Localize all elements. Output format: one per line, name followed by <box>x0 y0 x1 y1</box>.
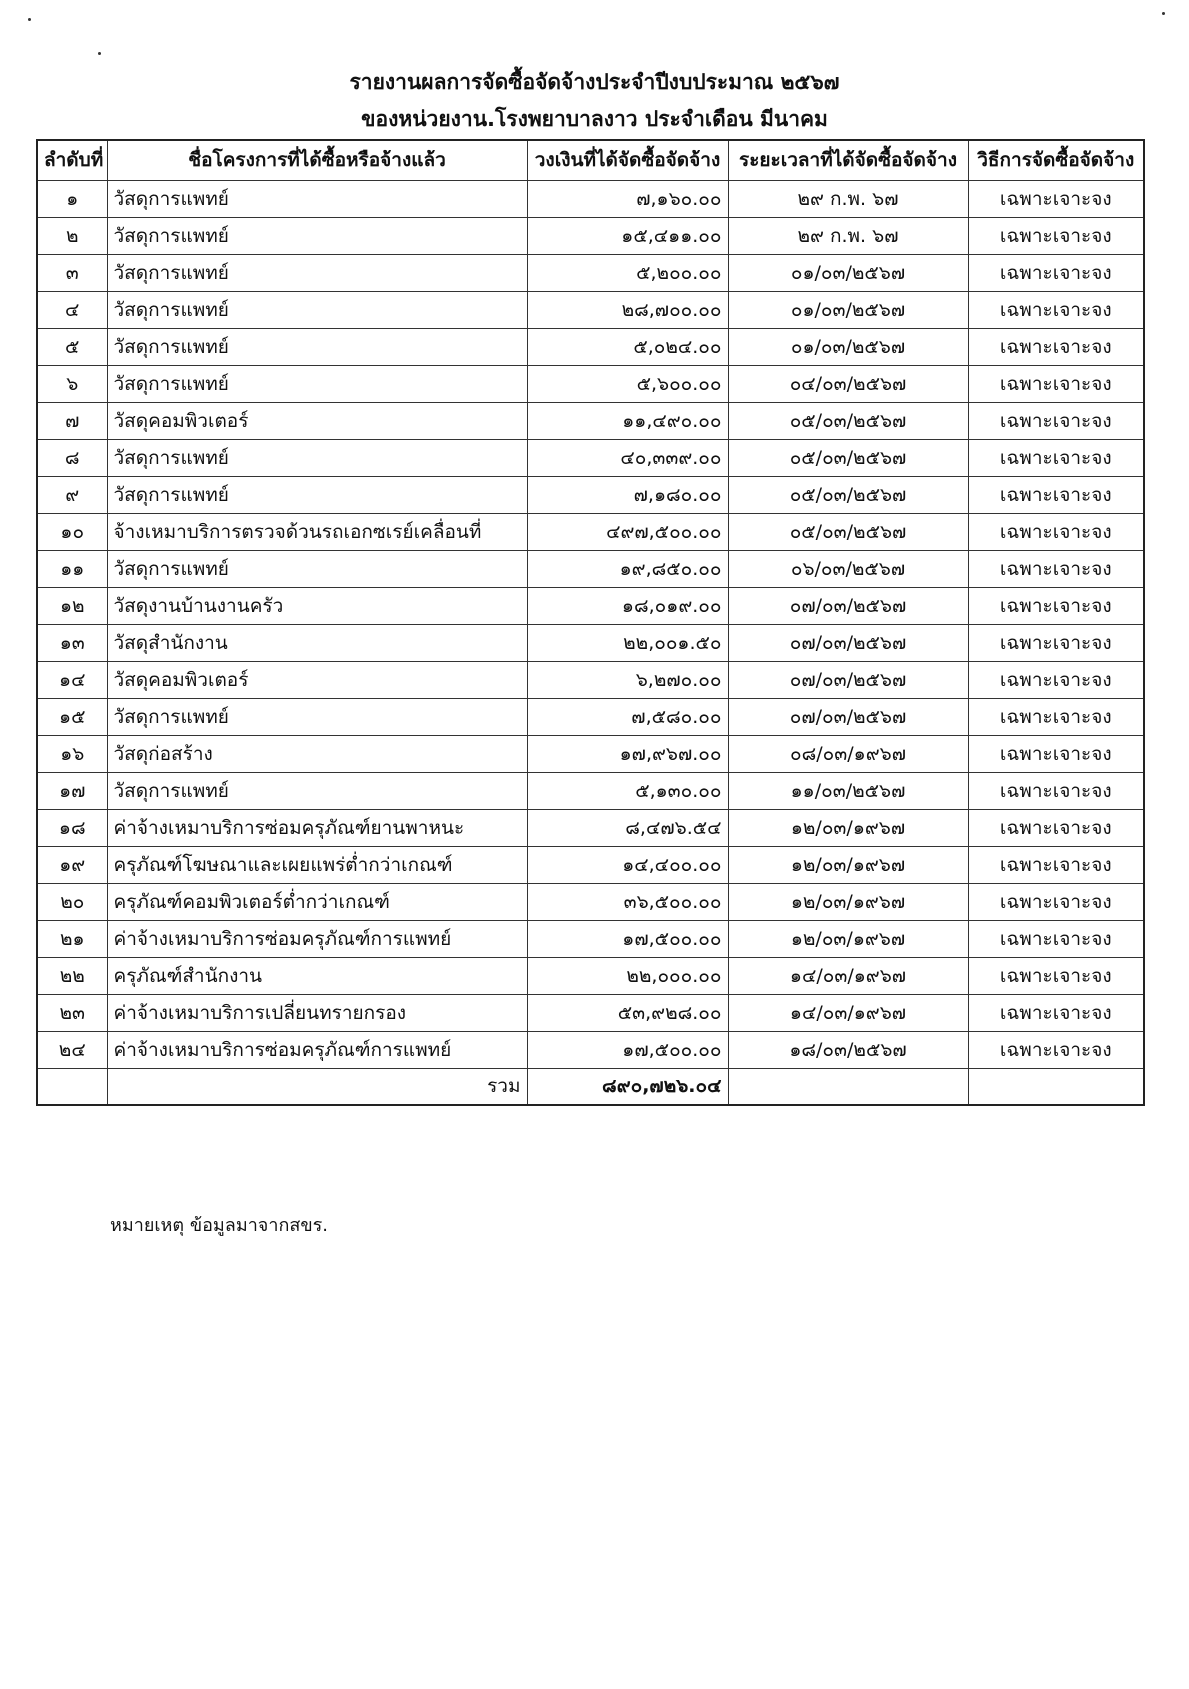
procurement-method: เฉพาะเจาะจง <box>968 772 1144 809</box>
procurement-method: เฉพาะเจาะจง <box>968 846 1144 883</box>
project-name: ครุภัณฑ์คอมพิวเตอร์ต่ำกว่าเกณฑ์ <box>107 883 527 920</box>
project-name: วัสดุการแพทย์ <box>107 550 527 587</box>
procurement-date: ๐๗/๐๓/๒๕๖๗ <box>728 661 968 698</box>
procurement-date: ๒๙ ก.พ. ๖๗ <box>728 180 968 217</box>
procurement-method: เฉพาะเจาะจง <box>968 1031 1144 1068</box>
row-number: ๑๖ <box>37 735 107 772</box>
budget-amount: ๒๒,๐๐๐.๐๐ <box>527 957 728 994</box>
row-number: ๒๐ <box>37 883 107 920</box>
table-row <box>37 439 1144 476</box>
budget-amount: ๕,๖๐๐.๐๐ <box>527 365 728 402</box>
project-name: วัสดุการแพทย์ <box>107 365 527 402</box>
row-number: ๒๑ <box>37 920 107 957</box>
procurement-table <box>36 139 1145 1106</box>
procurement-date: ๐๑/๐๓/๒๕๖๗ <box>728 291 968 328</box>
table-row <box>37 1031 1144 1068</box>
procurement-date: ๑๔/๐๓/๑๙๖๗ <box>728 957 968 994</box>
procurement-date: ๑๒/๐๓/๑๙๖๗ <box>728 883 968 920</box>
procurement-method: เฉพาะเจาะจง <box>968 661 1144 698</box>
table-row <box>37 772 1144 809</box>
procurement-date: ๑๔/๐๓/๑๙๖๗ <box>728 994 968 1031</box>
procurement-date: ๐๔/๐๓/๒๕๖๗ <box>728 365 968 402</box>
procurement-method: เฉพาะเจาะจง <box>968 513 1144 550</box>
col-header-name: ชื่อโครงการที่ได้ซื้อหรือจ้างแล้ว <box>107 140 527 180</box>
table-row <box>37 809 1144 846</box>
table-row <box>37 587 1144 624</box>
procurement-method: เฉพาะเจาะจง <box>968 217 1144 254</box>
procurement-date: ๐๕/๐๓/๒๕๖๗ <box>728 513 968 550</box>
budget-amount: ๒๒,๐๐๑.๕๐ <box>527 624 728 661</box>
table-row <box>37 661 1144 698</box>
procurement-date: ๐๕/๐๓/๒๕๖๗ <box>728 439 968 476</box>
footnote: หมายเหตุ ข้อมูลมาจากสขร. <box>110 1215 329 1236</box>
row-number: ๑๐ <box>37 513 107 550</box>
row-number: ๘ <box>37 439 107 476</box>
procurement-method: เฉพาะเจาะจง <box>968 328 1144 365</box>
row-number: ๑๘ <box>37 809 107 846</box>
budget-amount: ๑๕,๔๑๑.๐๐ <box>527 217 728 254</box>
procurement-date: ๐๗/๐๓/๒๕๖๗ <box>728 624 968 661</box>
project-name: วัสดุการแพทย์ <box>107 291 527 328</box>
budget-amount: ๒๘,๗๐๐.๐๐ <box>527 291 728 328</box>
project-name: ค่าจ้างเหมาบริการเปลี่ยนทรายกรอง <box>107 994 527 1031</box>
row-number: ๕ <box>37 328 107 365</box>
col-header-date: ระยะเวลาที่ได้จัดซื้อจัดจ้าง <box>728 140 968 180</box>
project-name: ครุภัณฑ์โฆษณาและเผยแพร่ต่ำกว่าเกณฑ์ <box>107 846 527 883</box>
row-number: ๒๒ <box>37 957 107 994</box>
procurement-method: เฉพาะเจาะจง <box>968 402 1144 439</box>
scan-speck <box>28 18 31 21</box>
budget-amount: ๔๙๗,๕๐๐.๐๐ <box>527 513 728 550</box>
procurement-method: เฉพาะเจาะจง <box>968 587 1144 624</box>
procurement-method: เฉพาะเจาะจง <box>968 254 1144 291</box>
budget-amount: ๔๐,๓๓๙.๐๐ <box>527 439 728 476</box>
scan-speck <box>98 52 101 55</box>
row-number: ๗ <box>37 402 107 439</box>
procurement-method: เฉพาะเจาะจง <box>968 735 1144 772</box>
project-name: ค่าจ้างเหมาบริการซ่อมครุภัณฑ์ยานพาหนะ <box>107 809 527 846</box>
row-number: ๒๔ <box>37 1031 107 1068</box>
row-number: ๖ <box>37 365 107 402</box>
procurement-date: ๐๕/๐๓/๒๕๖๗ <box>728 476 968 513</box>
project-name: วัสดุการแพทย์ <box>107 476 527 513</box>
procurement-method: เฉพาะเจาะจง <box>968 180 1144 217</box>
project-name: วัสดุการแพทย์ <box>107 180 527 217</box>
col-header-no: ลำดับที่ <box>37 140 107 180</box>
row-number: ๒ <box>37 217 107 254</box>
report-subtitle: ของหน่วยงาน.โรงพยาบาลงาว ประจำเดือน มีนาคม <box>361 107 828 131</box>
procurement-date: ๑๒/๐๓/๑๙๖๗ <box>728 809 968 846</box>
table-row <box>37 254 1144 291</box>
procurement-method: เฉพาะเจาะจง <box>968 809 1144 846</box>
total-empty-cell <box>37 1068 107 1105</box>
procurement-date: ๑๘/๐๓/๒๕๖๗ <box>728 1031 968 1068</box>
row-number: ๑ <box>37 180 107 217</box>
budget-amount: ๗,๑๖๐.๐๐ <box>527 180 728 217</box>
total-empty-cell <box>968 1068 1144 1105</box>
budget-amount: ๑๗,๙๖๗.๐๐ <box>527 735 728 772</box>
row-number: ๑๙ <box>37 846 107 883</box>
project-name: วัสดุการแพทย์ <box>107 217 527 254</box>
project-name: วัสดุการแพทย์ <box>107 772 527 809</box>
budget-amount: ๑๘,๐๑๙.๐๐ <box>527 587 728 624</box>
budget-amount: ๑๑,๔๙๐.๐๐ <box>527 402 728 439</box>
row-number: ๙ <box>37 476 107 513</box>
budget-amount: ๖,๒๗๐.๐๐ <box>527 661 728 698</box>
procurement-method: เฉพาะเจาะจง <box>968 291 1144 328</box>
procurement-method: เฉพาะเจาะจง <box>968 439 1144 476</box>
project-name: จ้างเหมาบริการตรวจด้วนรถเอกซเรย์เคลื่อนที่ <box>107 513 527 550</box>
procurement-method: เฉพาะเจาะจง <box>968 957 1144 994</box>
col-header-amount: วงเงินที่ได้จัดซื้อจัดจ้าง <box>527 140 728 180</box>
table-row <box>37 735 1144 772</box>
project-name: วัสดุคอมพิวเตอร์ <box>107 402 527 439</box>
procurement-method: เฉพาะเจาะจง <box>968 883 1144 920</box>
project-name: วัสดุก่อสร้าง <box>107 735 527 772</box>
procurement-method: เฉพาะเจาะจง <box>968 550 1144 587</box>
row-number: ๑๕ <box>37 698 107 735</box>
procurement-method: เฉพาะเจาะจง <box>968 698 1144 735</box>
project-name: ค่าจ้างเหมาบริการซ่อมครุภัณฑ์การแพทย์ <box>107 920 527 957</box>
procurement-method: เฉพาะเจาะจง <box>968 624 1144 661</box>
budget-amount: ๕,๑๓๐.๐๐ <box>527 772 728 809</box>
budget-amount: ๓๖,๕๐๐.๐๐ <box>527 883 728 920</box>
row-number: ๑๔ <box>37 661 107 698</box>
row-number: ๑๗ <box>37 772 107 809</box>
total-amount: ๘๙๐,๗๒๖.๐๔ <box>527 1068 728 1105</box>
table-row <box>37 365 1144 402</box>
budget-amount: ๑๙,๘๕๐.๐๐ <box>527 550 728 587</box>
table-row <box>37 698 1144 735</box>
table-row <box>37 513 1144 550</box>
procurement-method: เฉพาะเจาะจง <box>968 365 1144 402</box>
budget-amount: ๑๔,๔๐๐.๐๐ <box>527 846 728 883</box>
procurement-date: ๐๗/๐๓/๒๕๖๗ <box>728 587 968 624</box>
procurement-date: ๐๗/๐๓/๒๕๖๗ <box>728 698 968 735</box>
procurement-date: ๑๑/๐๓/๒๕๖๗ <box>728 772 968 809</box>
table-row <box>37 476 1144 513</box>
procurement-date: ๒๙ ก.พ. ๖๗ <box>728 217 968 254</box>
budget-amount: ๑๗,๕๐๐.๐๐ <box>527 920 728 957</box>
table-row <box>37 291 1144 328</box>
budget-amount: ๕,๐๒๔.๐๐ <box>527 328 728 365</box>
project-name: วัสดุคอมพิวเตอร์ <box>107 661 527 698</box>
project-name: วัสดุการแพทย์ <box>107 439 527 476</box>
row-number: ๑๑ <box>37 550 107 587</box>
row-number: ๑๒ <box>37 587 107 624</box>
project-name: วัสดุสำนักงาน <box>107 624 527 661</box>
project-name: วัสดุการแพทย์ <box>107 328 527 365</box>
table-row <box>37 920 1144 957</box>
table-row <box>37 846 1144 883</box>
row-number: ๔ <box>37 291 107 328</box>
procurement-date: ๑๒/๐๓/๑๙๖๗ <box>728 846 968 883</box>
table-row <box>37 180 1144 217</box>
project-name: วัสดุการแพทย์ <box>107 698 527 735</box>
table-header-row <box>37 140 1144 180</box>
budget-amount: ๕,๒๐๐.๐๐ <box>527 254 728 291</box>
project-name: ค่าจ้างเหมาบริการซ่อมครุภัณฑ์การแพทย์ <box>107 1031 527 1068</box>
project-name: ครุภัณฑ์สำนักงาน <box>107 957 527 994</box>
table-row <box>37 550 1144 587</box>
procurement-date: ๐๑/๐๓/๒๕๖๗ <box>728 328 968 365</box>
project-name: วัสดุการแพทย์ <box>107 254 527 291</box>
total-label: รวม <box>107 1068 527 1105</box>
procurement-date: ๐๑/๐๓/๒๕๖๗ <box>728 254 968 291</box>
procurement-date: ๐๘/๐๓/๑๙๖๗ <box>728 735 968 772</box>
procurement-date: ๑๒/๐๓/๑๙๖๗ <box>728 920 968 957</box>
project-name: วัสดุงานบ้านงานครัว <box>107 587 527 624</box>
procurement-method: เฉพาะเจาะจง <box>968 476 1144 513</box>
procurement-method: เฉพาะเจาะจง <box>968 994 1144 1031</box>
scan-speck <box>1162 12 1165 15</box>
total-row <box>37 1068 1144 1105</box>
procurement-date: ๐๖/๐๓/๒๕๖๗ <box>728 550 968 587</box>
row-number: ๒๓ <box>37 994 107 1031</box>
total-empty-cell <box>728 1068 968 1105</box>
table-row <box>37 883 1144 920</box>
row-number: ๑๓ <box>37 624 107 661</box>
table-row <box>37 328 1144 365</box>
budget-amount: ๗,๑๘๐.๐๐ <box>527 476 728 513</box>
table-row <box>37 994 1144 1031</box>
row-number: ๓ <box>37 254 107 291</box>
procurement-method: เฉพาะเจาะจง <box>968 920 1144 957</box>
table-row <box>37 957 1144 994</box>
procurement-date: ๐๕/๐๓/๒๕๖๗ <box>728 402 968 439</box>
col-header-method: วิธีการจัดซื้อจัดจ้าง <box>968 140 1144 180</box>
budget-amount: ๑๗,๕๐๐.๐๐ <box>527 1031 728 1068</box>
budget-amount: ๗,๕๘๐.๐๐ <box>527 698 728 735</box>
table-row <box>37 402 1144 439</box>
report-title: รายงานผลการจัดซื้อจัดจ้างประจำปีงบประมาณ ๒๕๖๗ <box>349 70 840 94</box>
budget-amount: ๘,๔๗๖.๕๔ <box>527 809 728 846</box>
table-row <box>37 217 1144 254</box>
budget-amount: ๕๓,๙๒๘.๐๐ <box>527 994 728 1031</box>
table-row <box>37 624 1144 661</box>
